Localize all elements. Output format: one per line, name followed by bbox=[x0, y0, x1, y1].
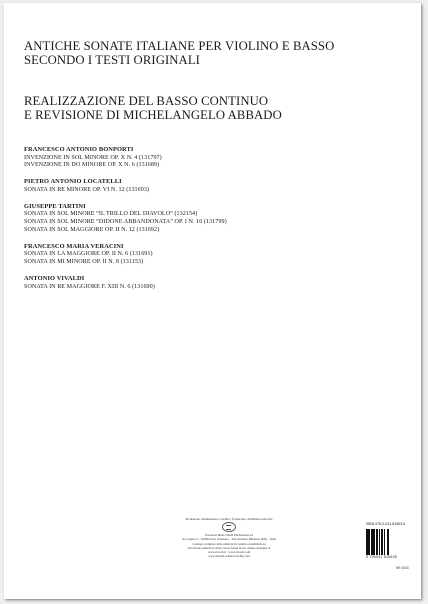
composer-group-locatelli bbox=[24, 178, 404, 194]
imprint-line: Produzione, distribuzione e vendita • Production, distribution and sale bbox=[185, 517, 273, 521]
editor-credit-line-1: REALIZZAZIONE DEL BASSO CONTINUO bbox=[24, 94, 269, 108]
imprint-line: www.ricordi.it · www.ricordi.com bbox=[207, 550, 251, 555]
work-item: INVENZIONE IN DO MINORE OP. X N. 6 (131689) bbox=[24, 162, 160, 169]
work-item: SONATA IN SOL MINORE “DIDONE ABBANDONATA” OP. I N. 10 (131799) bbox=[24, 219, 227, 226]
barcode-bar bbox=[379, 529, 380, 555]
composer-name: FRANCESCO ANTONIO BONPORTI bbox=[24, 146, 134, 153]
imprint-line: Catalogo completo delle edizioni in vendita consultabile su bbox=[192, 541, 266, 546]
series-title-line-2: SECONDO I TESTI ORIGINALI bbox=[24, 53, 200, 67]
work-item: SONATA IN SOL MINORE “IL TRILLO DEL DIAVOLO” (132154) bbox=[24, 211, 198, 218]
series-title bbox=[24, 39, 414, 67]
publisher-logo-icon bbox=[222, 522, 236, 532]
composer-group-vivaldi bbox=[24, 275, 404, 291]
series-title-line-1: ANTICHE SONATE ITALIANE PER VIOLINO E BASSO bbox=[24, 39, 335, 53]
work-item: INVENZIONE IN SOL MINORE OP. X N. 4 (131797) bbox=[24, 154, 162, 161]
work-item: SONATA IN MI MINORE OP. II N. 8 (131153) bbox=[24, 259, 144, 266]
composer-group-bonporti bbox=[24, 146, 404, 170]
work-item: SONATA IN SOL MAGGIORE OP. II N. 12 (131692) bbox=[24, 227, 160, 234]
publisher-imprint bbox=[154, 517, 304, 558]
work-item: SONATA IN RE MAGGIORE F. XIII N. 6 (131690) bbox=[24, 283, 155, 290]
composer-name: PIETRO ANTONIO LOCATELLI bbox=[24, 178, 122, 186]
composer-name: ANTONIO VIVALDI bbox=[24, 275, 85, 283]
composer-group-tartini bbox=[24, 203, 404, 235]
barcode-icon bbox=[366, 527, 408, 555]
work-item: SONATA IN RE MINORE OP. VI N. 12 (131693) bbox=[24, 186, 150, 193]
document-page bbox=[4, 3, 421, 599]
barcode-bar bbox=[373, 529, 375, 555]
imprint-line: All current editions in print can be found in our online catalogue at bbox=[187, 545, 271, 550]
editor-credit-line-2: E REVISIONE DI MICHELANGELO ABBADO bbox=[24, 108, 282, 122]
composer-group-veracini bbox=[24, 243, 404, 267]
barcode-digits: 9 790041 815635 bbox=[366, 555, 397, 559]
isbn-label: ISBN 978-0-041-81563-5 bbox=[366, 522, 406, 526]
works-list bbox=[24, 146, 404, 300]
editor-credit bbox=[24, 94, 414, 122]
barcode-bar bbox=[388, 529, 389, 555]
imprint-line: www.durand-salabert-eschig.com bbox=[208, 554, 250, 559]
imprint-line: via Liguria 4 – 20098 Sesto Ulteriano – San Giuliano Milanese (MI) – Italia bbox=[181, 537, 277, 542]
composer-name: FRANCESCO MARIA VERACINI bbox=[24, 242, 124, 250]
barcode-bar bbox=[382, 529, 383, 555]
work-item: SONATA IN LA MAGGIORE OP. II N. 6 (131691) bbox=[24, 251, 153, 258]
barcode-bar bbox=[368, 529, 369, 555]
catalog-number: NR 1043 bbox=[396, 566, 409, 570]
imprint-line: Universal Music MGB Publications srl bbox=[204, 533, 254, 538]
barcode-bar bbox=[377, 529, 378, 555]
composer-name: GIUSEPPE TARTINI bbox=[24, 202, 86, 210]
barcode-bar bbox=[384, 529, 385, 555]
